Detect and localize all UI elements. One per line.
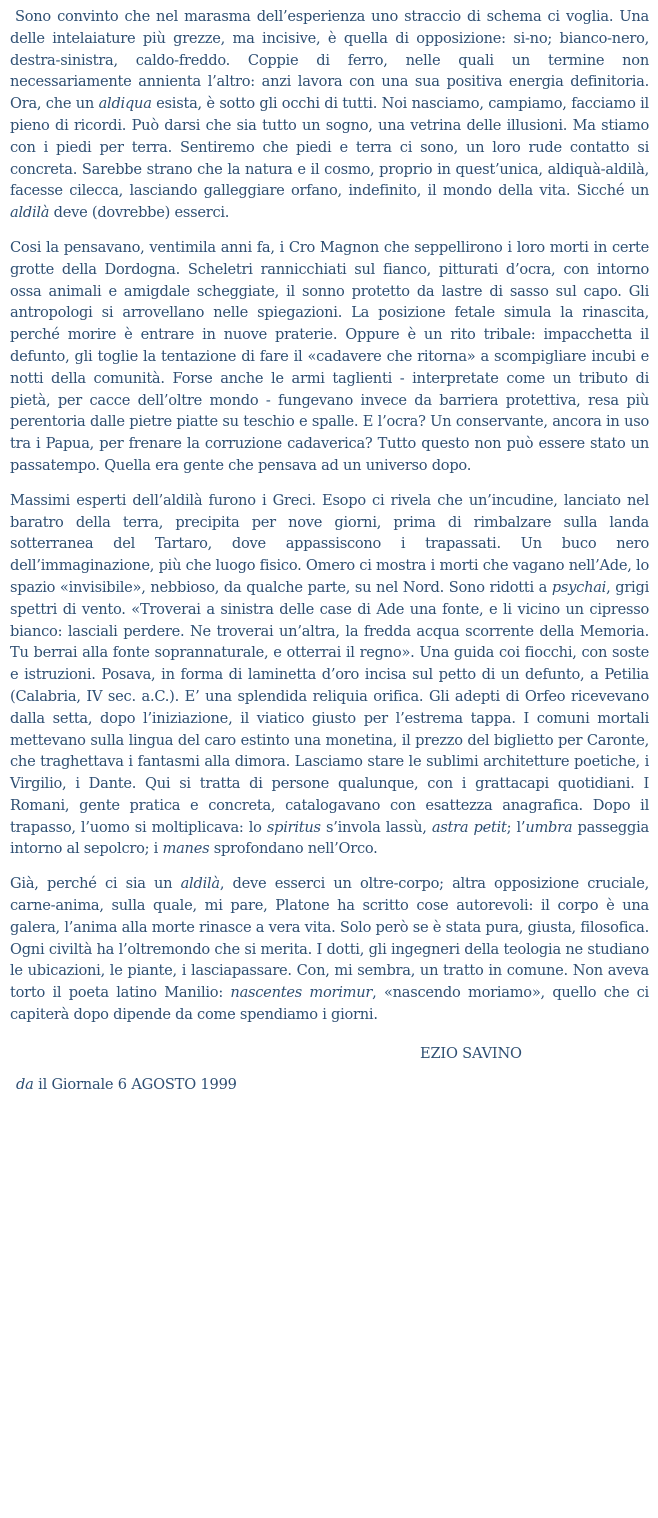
text-run: sprofondano nell’Orco. bbox=[209, 840, 378, 858]
text-run: , grigi spettri di vento. «Troverai a sinistra delle case di Ade una fonte, e li vicino un cipresso bianco: lasciali perdere. Ne troverai un’altra, la fredda acqua scorrente della Memoria. Tu berrai alla fonte soprannaturale, e otterrai il regno». Una guida coi fiocchi, con soste e istruzioni. Posava, in forma di laminetta d’oro incisa sul petto di un defunto, a Petilia (Calabria, IV sec. a.C.). E’ una splendida reliquia orifica. Gli adepti di Orfeo ricevevano dalla setta, dopo l’iniziazione, il viatico giusto per l’estrema tappa. I comuni mortali mettevano sulla lingua del caro estinto una monetina, il prezzo del biglietto per Caronte, che traghettava i fantasmi alla dimora. Lasciamo stare le sublimi architetture poetiche, i Virgilio, i Dante. Qui si tratta di persone qualunque, con i grattacapi quotidiani. I Romani, gente pratica e concreta, catalogavano con esattezza anagrafica. Dopo il trapasso, l’uomo si moltiplicava: lo bbox=[10, 578, 649, 836]
italic-term: psychai bbox=[551, 578, 607, 596]
italic-term: spiritus bbox=[266, 818, 321, 836]
paragraph-3 bbox=[10, 490, 649, 861]
text-run: s’invola lassù, bbox=[320, 818, 432, 836]
italic-term: umbra bbox=[525, 818, 573, 836]
text-run: esista, è sotto gli occhi di tutti. Noi nasciamo, campiamo, facciamo il pieno di ricordi. Può darsi che sia tutto un sogno, una vetrina delle illusioni. Ma stiamo con i piedi per terra. Sentiremo che piedi e terra ci sono, un loro rude contatto si concreta. Sarebbe strano che la natura e il cosmo, proprio in quest’unica, aldiquà-aldilà, facesse cilecca, lasciando galleggiare orfano, indefinito, il mondo della vita. Sicché un bbox=[10, 95, 649, 200]
article-body bbox=[10, 6, 649, 1039]
italic-term: aldilà bbox=[10, 204, 50, 222]
text-run: Sono convinto che nel marasma dell’esperienza uno straccio di schema ci voglia. Una delle intelaiature più grezze, ma incisive, è quella di opposizione: si-no; bianco-nero, destra-sinistra, caldo-freddo. Coppie di ferro, nelle quali un termine non necessariamente annienta l’altro: anzi lavora con una sua positiva energia definitoria. Ora, che un bbox=[10, 8, 649, 113]
text-run: ; l’ bbox=[506, 818, 526, 836]
source-line bbox=[16, 1076, 237, 1093]
source-prefix: da bbox=[16, 1076, 34, 1093]
text-run: passeggia intorno al sepolcro; i bbox=[10, 818, 649, 858]
text-run: Già, perché ci sia un bbox=[10, 875, 181, 893]
text-run: Cosi la pensavano, ventimila anni fa, i Cro Magnon che seppellirono i loro morti in certe grotte della Dordogna. Scheletri rannicchiati sul fianco, pitturati d’ocra, con intorno ossa animali e amigdale scheggiate, il sonno protetto da lastre di sasso sul capo. Gli antropologi si arrovellano nelle spiegazioni. La posizione fetale simula la rinascita, perché morire è entrare in nuove praterie. Oppure è un rito tribale: impacchetta il defunto, gli toglie la tentazione di fare il «cadavere che ritorna» a scompigliare incubi e notti della comunità. Forse anche le armi taglienti - interpretate come un tributo di pietà, per cacce dell’oltre mondo - fungevano invece da barriera protettiva, resa più perentoria dalle pietre piatte su teschio e spalle. E l’ocra? Un conservante, ancora in uso tra i Papua, per frenare la corruzione cadaverica? Tutto questo non può essere stato un passatempo. Quella era gente che pensava ad un universo dopo. bbox=[10, 238, 649, 474]
text-run: , deve esserci un oltre-corpo; altra opposizione cruciale, carne-anima, sulla quale, mi pare, Platone ha scritto cose autorevoli: il corpo è una galera, l’anima alla morte rinasce a vera vita. Solo però se è stata pura, giusta, filosofica. Ogni civiltà ha l’oltremondo che si merita. I dotti, gli ingegneri della teologia ne studiano le ubicazioni, le piante, i lasciapassare. Con, mi sembra, un tratto in comune. Non aveva torto il poeta latino Manilio: bbox=[10, 875, 649, 1002]
paragraph-4 bbox=[10, 873, 649, 1026]
source-text: il Giornale 6 AGOSTO 1999 bbox=[33, 1076, 237, 1093]
text-run: deve (dovrebbe) esserci. bbox=[49, 204, 230, 222]
paragraph-1 bbox=[10, 6, 649, 224]
italic-term: nascentes morimur bbox=[230, 984, 373, 1002]
paragraph-2 bbox=[10, 237, 649, 477]
italic-term: aldilà bbox=[180, 875, 220, 893]
text-run: Massimi esperti dell’aldilà furono i Greci. Esopo ci rivela che un’incudine, lanciato nel baratro della terra, precipita per nove giorni, prima di rimbalzare sulla landa sotterranea del Tartaro, dove appassiscono i trapassati. Un buco nero dell’immaginazione, più che luogo fisico. Omero ci mostra i morti che vagano nell’Ade, lo spazio «invisibile», nebbioso, da qualche parte, su nel Nord. Sono ridotti a bbox=[10, 491, 649, 596]
author-signature: EZIO SAVINO bbox=[420, 1045, 522, 1062]
italic-term: astra petit bbox=[431, 818, 507, 836]
italic-term: aldiqua bbox=[98, 95, 152, 113]
text-run: , «nascendo moriamo», quello che ci capiterà dopo dipende da come spendiamo i giorni. bbox=[10, 984, 649, 1024]
italic-term: manes bbox=[162, 840, 210, 858]
